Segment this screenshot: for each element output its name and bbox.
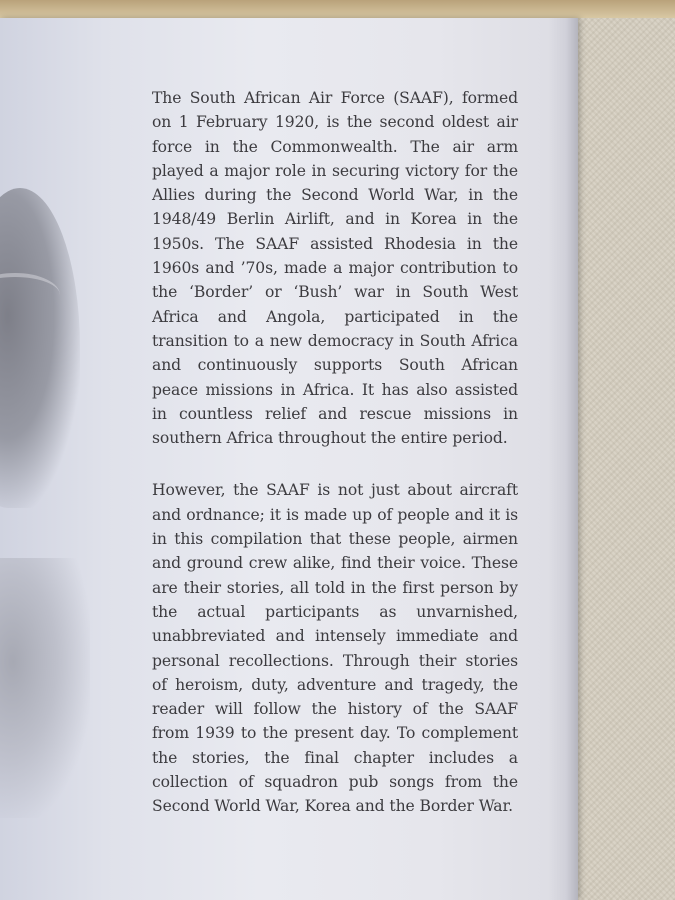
blurb-text-block — [152, 86, 518, 819]
blurb-paragraph-1: The South African Air Force (SAAF), formed on 1 February 1920, is the second oldest air force in the Commonwealth. The air arm played a major role in securing victory for the Allies during the Second World War, in the 1948/49 Berlin Airlift, and in Korea in the 1950s. The SAAF assisted Rhodesia in the 1960s and ’70s, made a major contribution to the ‘Border’ or ‘Bush’ war in South West Africa and Angola, participated in the transition to a new democracy in South Africa and continuously supports South African peace missions in Africa. It has also assisted in countless relief and rescue missions in southern Africa throughout the entire period. — [152, 89, 518, 448]
page-edge-shadow — [548, 18, 578, 900]
background-pilot-figure — [0, 188, 80, 508]
background-aircraft-shape — [0, 558, 90, 818]
blurb-paragraph-2: However, the SAAF is not just about aircraft and ordnance; it is made up of people and it is in this compilation that these people, airmen and ground crew alike, find their voice. These are their stories, all told in the first person by the actual participants as unvarnished, unabbreviated and intensely immediate and personal recollections. Through their stories of heroism, duty, adventure and tragedy, the reader will follow the history of the SAAF from 1939 to the present day. To complement the stories, the final chapter includes a collection of squadron pub songs from the Second World War, Korea and the Border War. — [152, 481, 518, 816]
top-edge-strip — [0, 0, 675, 18]
book-back-cover — [0, 18, 578, 900]
